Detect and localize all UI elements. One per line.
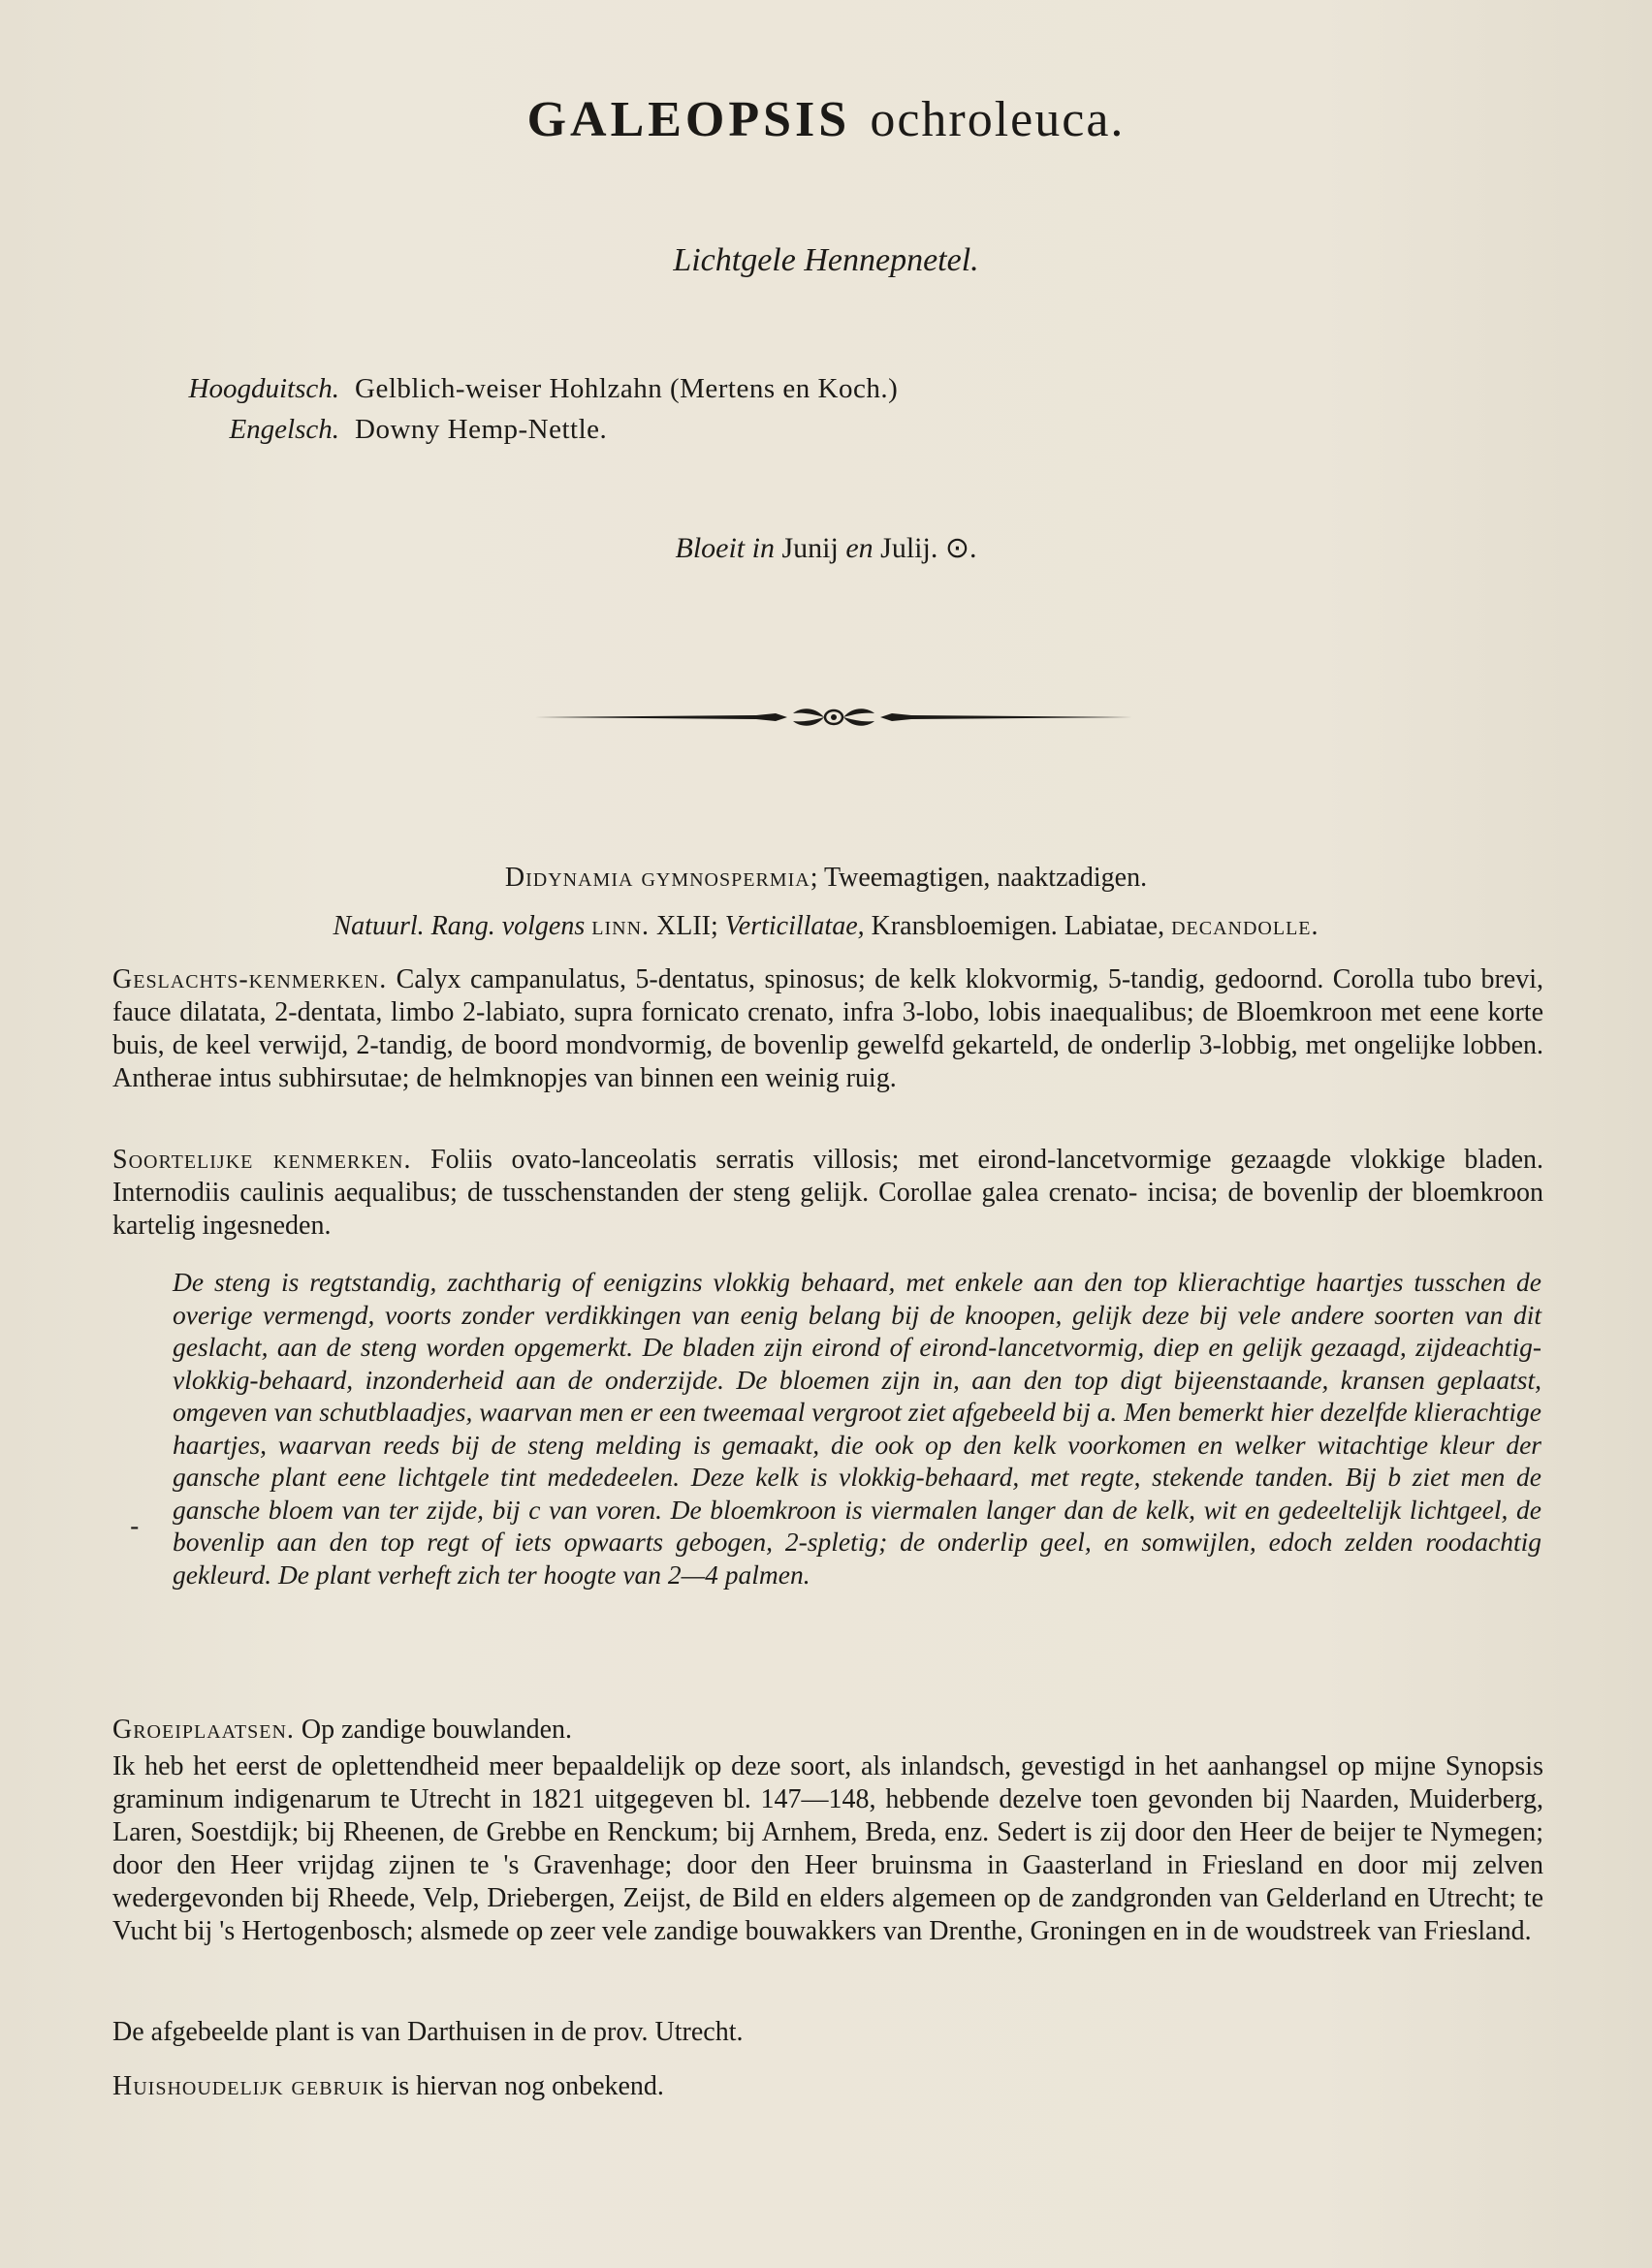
household-use-heading: Huishoudelijk gebruik — [112, 2071, 385, 2101]
bloom-period — [0, 531, 1652, 565]
synonym-row — [116, 368, 1377, 409]
synonyms-list — [116, 368, 1377, 450]
bloom-month-b: Julij. — [880, 532, 938, 564]
synonym-language: Engelsch. — [229, 414, 339, 445]
species-name: ochroleuca. — [870, 92, 1126, 147]
rang-rest: Kransbloemigen. Labiatae, — [871, 911, 1165, 941]
genus-name: GALEOPSIS — [526, 92, 851, 147]
class-latin: Didynamia gymnospermia — [504, 863, 810, 893]
class-heading — [0, 863, 1652, 894]
depicted-plant-origin: De afgebeelde plant is van Darthuisen in de prov. Utrecht. — [112, 2017, 744, 2047]
species-characters-text: Foliis ovato-lanceolatis serratis villosis; met eirond-lancetvormige gezaagde vlokkige bladen. Internodiis caulinis aequalibus; de tusschenstanden der steng gelijk. Corollae galea crenato- incisa; de bovenlip der bloemkroon kartelig ingesneden. — [112, 1145, 1543, 1241]
class-dutch: ; Tweemagtigen, naaktzadigen. — [810, 863, 1148, 893]
marginal-mark: - — [130, 1510, 140, 1542]
dutch-common-name: Lichtgele Hennepnetel. — [673, 242, 979, 278]
synonym-name: Gelblich-weiser Hohlzahn (Mertens en Koch.) — [355, 373, 899, 404]
synonym-language: Hoogduitsch. — [188, 373, 339, 404]
rang-number: XLII; — [656, 911, 718, 941]
page-title — [0, 89, 1652, 148]
verticillatae-label: Verticillatae, — [724, 911, 865, 941]
genus-characters-heading: Geslachts-kenmerken. — [112, 964, 388, 994]
bloom-conjunction: en — [845, 532, 874, 564]
habitat-heading: Groeiplaatsen. — [112, 1715, 295, 1745]
synonym-row — [116, 409, 1377, 450]
genus-characters-text: Calyx campanulatus, 5-dentatus, spinosus; de kelk klokvormig, 5-tandig, gedoornd. Corolla tubo brevi, fauce dilatata, 2-dentata, limbo 2-labiato, supra fornicato crenato, infra 3-lobo, lobis inaequalibus; de Bloemkroon met eene korte buis, de keel verwijd, 2-tandig, de boord mondvormig, de bovenlip gewelfd gekarteld, de onderlip 3-lobbig, met ongelijke lobben. Antherae intus subhirsutae; de helmknopjes van binnen een weinig ruig. — [112, 964, 1543, 1093]
household-use — [112, 2070, 1543, 2103]
locations-paragraph: Ik heb het eerst de oplettendheid meer bepaaldelijk op deze soort, als inlandsch, gevestigd in het aanhangsel op mijne Synopsis graminum indigenarum te Utrecht in 1821 uitgegeven bl. 147—148, hebbende dezelve toen gevonden bij Naarden, Muiderberg, Laren, Soestdijk; bij Rheenen, de Grebbe en Renckum; bij Arnhem, Breda, enz. Sedert is zij door den Heer de beijer te Nymegen; door den Heer vrijdag zijnen te 's Gravenhage; door den Heer bruinsma in Gaasterland in Friesland en door mij zelven wedergevonden bij Rheede, Velp, Driebergen, Zeijst, de Bild en elders algemeen op de zandgronden van Gelderland en Utrecht; te Vucht bij 's Hertogenbosch; alsmede op zeer vele zandige bouwakkers van Drenthe, Groningen en in de woudstreek van Friesland. — [112, 1751, 1543, 1946]
rang-label: Natuurl. Rang. volgens — [333, 911, 586, 941]
bloom-month-a: Junij — [781, 532, 839, 564]
synonym-name: Downy Hemp-Nettle. — [355, 414, 608, 445]
bloom-prefix: Bloeit in — [675, 532, 775, 564]
species-characters-heading: Soortelijke kenmerken. — [112, 1145, 412, 1175]
household-use-text: is hiervan nog onbekend. — [391, 2071, 664, 2101]
decandolle-label: decandolle. — [1171, 911, 1319, 941]
linn-label: linn. — [591, 911, 651, 941]
annual-symbol: ⊙. — [944, 532, 977, 564]
species-characters — [112, 1144, 1543, 1243]
ornament-divider-icon — [533, 700, 1134, 735]
natural-order-line — [0, 911, 1652, 942]
genus-characters — [112, 963, 1543, 1095]
habitat — [112, 1714, 1543, 1747]
habitat-text: Op zandige bouwlanden. — [301, 1715, 573, 1745]
plant-description: De steng is regtstandig, zachtharig of eenigzins vlokkig behaard, met enkele aan den top klierachtige haartjes tusschen de overige vermengd, voorts zonder verdikkingen van eenig belang bij de knoopen, gelijk deze bij vele andere soorten van dit geslacht, aan de steng worden opgemerkt. De bladen zijn eirond of eirond-lancetvormig, diep en gelijk gezaagd, zijdeachtig-vlokkig-behaard, inzonderheid aan de onderzijde. De bloemen zijn in, aan den top digt bijeenstaande, kransen geplaatst, omgeven van schutblaadjes, waarvan men er een tweemaal vergroot ziet afgebeeld bij a. Men bemerkt hier dezelfde klierachtige haartjes, waarvan reeds bij de steng melding is gemaakt, die ook op den kelk voorkomen en welker witachtige kleur der gansche plant eene lichtgele tint mededeelen. Deze kelk is vlokkig-behaard, met regte, stekende tanden. Bij b ziet men de gansche bloem van ter zijde, bij c van voren. De bloemkroon is viermalen langer dan de kelk, wit en gedeeltelijk lichtgeel, de bovenlip aan den top regt of iets opwaarts gebogen, 2-spletig; de onderlip geel, en somwijlen, edoch zelden roodachtig gekleurd. De plant verheft zich ter hoogte van 2—4 palmen. — [173, 1267, 1541, 1590]
